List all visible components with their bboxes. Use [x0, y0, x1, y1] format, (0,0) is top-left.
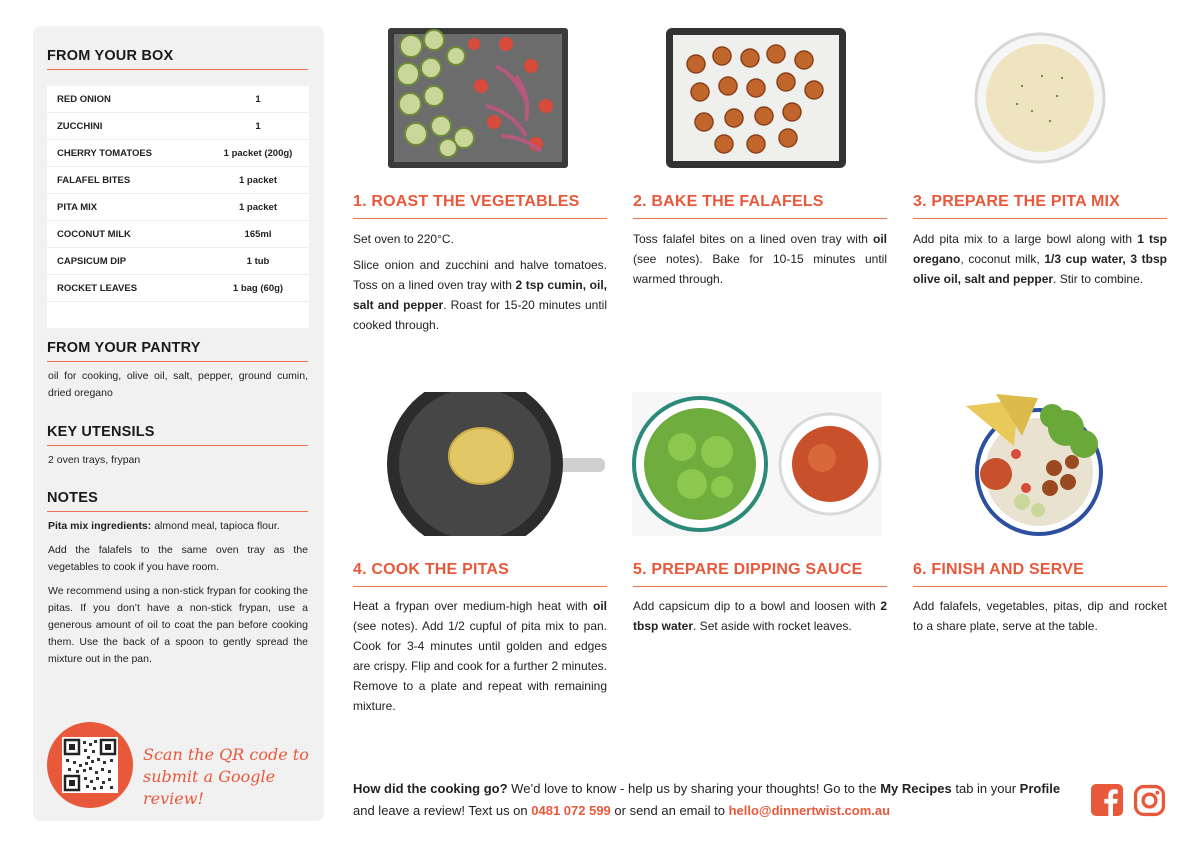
box-item-qty: 1 packet: [207, 194, 309, 221]
pantry-text: oil for cooking, olive oil, salt, pepper, ground cumin, dried oregano: [48, 370, 308, 399]
box-table-spacer: [47, 302, 309, 329]
qr-badge: [47, 722, 133, 808]
note-3: We recommend using a non-stick frypan for cooking the pitas. If you don’t have a non-stick frypan, use a generous amount of oil to coat the pan before cooking them. Use the back of a spoon to gently spread the mixture out in the pan.: [48, 585, 308, 665]
box-item-qty: 1 packet: [207, 167, 309, 194]
box-item-name: PITA MIX: [47, 194, 207, 221]
box-item-row: [47, 140, 309, 167]
frypan-pita-photo: [383, 392, 607, 536]
box-item-qty: 1: [207, 86, 309, 113]
step-6-title: 6. FINISH AND SERVE: [913, 561, 1167, 587]
note-2: Add the falafels to the same oven tray as the vegetables to cook if you have room.: [48, 544, 308, 573]
step-5-body: Add capsicum dip to a bowl and loosen with 2 tbsp water. Set aside with rocket leaves.: [633, 599, 887, 633]
box-item-row: [47, 194, 309, 221]
box-item-qty: 1 tub: [207, 248, 309, 275]
box-item-qty: 1 packet (200g): [207, 140, 309, 167]
step-3-title: 3. PREPARE THE PITA MIX: [913, 193, 1167, 219]
box-item-name: ROCKET LEAVES: [47, 275, 207, 302]
finished-plate-photo: [956, 392, 1122, 536]
note-1: Pita mix ingredients: almond meal, tapioca flour.: [48, 520, 280, 532]
box-item-qty: 1 bag (60g): [207, 275, 309, 302]
box-item-name: RED ONION: [47, 86, 207, 113]
instagram-icon[interactable]: [1133, 784, 1166, 817]
box-item-qty: 165ml: [207, 221, 309, 248]
notes-text: [48, 518, 308, 675]
box-item-name: FALAFEL BITES: [47, 167, 207, 194]
step-3-body: Add pita mix to a large bowl along with 1 tsp oregano, coconut milk, 1/3 cup water, 3 tbsp olive oil, salt and pepper. Stir to combine.: [913, 232, 1168, 286]
feedback-footer: How did the cooking go? We’d love to know - help us by sharing your thoughts! Go to the My Recipes tab in your Profile and leave a review! Text us on 0481 072 599 or send an email to hello@dinnertwist.com.au: [353, 781, 1061, 818]
box-item-name: COCONUT MILK: [47, 221, 207, 248]
step-2-title: 2. BAKE THE FALAFELS: [633, 193, 887, 219]
email-link[interactable]: hello@dinnertwist.com.au: [728, 803, 891, 818]
step-4-body: Heat a frypan over medium-high heat with oil (see notes). Add 1/2 cupful of pita mix to pan. Cook for 3-4 minutes until golden and edges are crispy. Flip and cook for a further 2 minutes. Remove to a plate and repeat with remaining mixture.: [353, 599, 607, 713]
roast-vegetables-photo: [386, 26, 570, 170]
step-4-title: 4. COOK THE PITAS: [353, 561, 607, 587]
box-item-row: [47, 113, 309, 140]
facebook-icon[interactable]: [1091, 784, 1123, 816]
step-5-title: 5. PREPARE DIPPING SAUCE: [633, 561, 887, 587]
qr-code[interactable]: [62, 737, 118, 793]
box-heading: FROM YOUR BOX: [47, 48, 308, 70]
box-item-qty: 1: [207, 113, 309, 140]
box-item-row: [47, 221, 309, 248]
box-item-row: [47, 275, 309, 302]
sidebar: [33, 26, 324, 821]
step-1-title: 1. ROAST THE VEGETABLES: [353, 193, 607, 219]
falafels-tray-photo: [664, 26, 848, 170]
box-item-name: CAPSICUM DIP: [47, 248, 207, 275]
box-item-name: CHERRY TOMATOES: [47, 140, 207, 167]
qr-caption: Scan the QR code to submit a Google review!: [143, 745, 309, 808]
box-item-row: [47, 167, 309, 194]
notes-heading: NOTES: [47, 490, 308, 512]
pita-mix-bowl-photo: [962, 26, 1118, 170]
utensils-heading: KEY UTENSILS: [47, 424, 308, 446]
phone-number[interactable]: 0481 072 599: [531, 803, 611, 818]
box-ingredients-table: [47, 86, 309, 328]
step-2-body: Toss falafel bites on a lined oven tray with oil (see notes). Bake for 10-15 minutes until warmed through.: [633, 232, 887, 286]
dipping-sauce-rocket-photo: [632, 392, 882, 536]
utensils-text: 2 oven trays, frypan: [48, 454, 141, 466]
box-item-name: ZUCCHINI: [47, 113, 207, 140]
box-item-row: [47, 248, 309, 275]
pantry-heading: FROM YOUR PANTRY: [47, 340, 308, 362]
box-item-row: [47, 86, 309, 113]
step-6-body: Add falafels, vegetables, pitas, dip and rocket to a share plate, serve at the table.: [913, 599, 1167, 633]
step-1-body: Set oven to 220°C. Slice onion and zucchini and halve tomatoes. Toss on a lined oven tray with 2 tsp cumin, oil, salt and pepper. Roast for 15-20 minutes until cooked through.: [353, 232, 608, 332]
